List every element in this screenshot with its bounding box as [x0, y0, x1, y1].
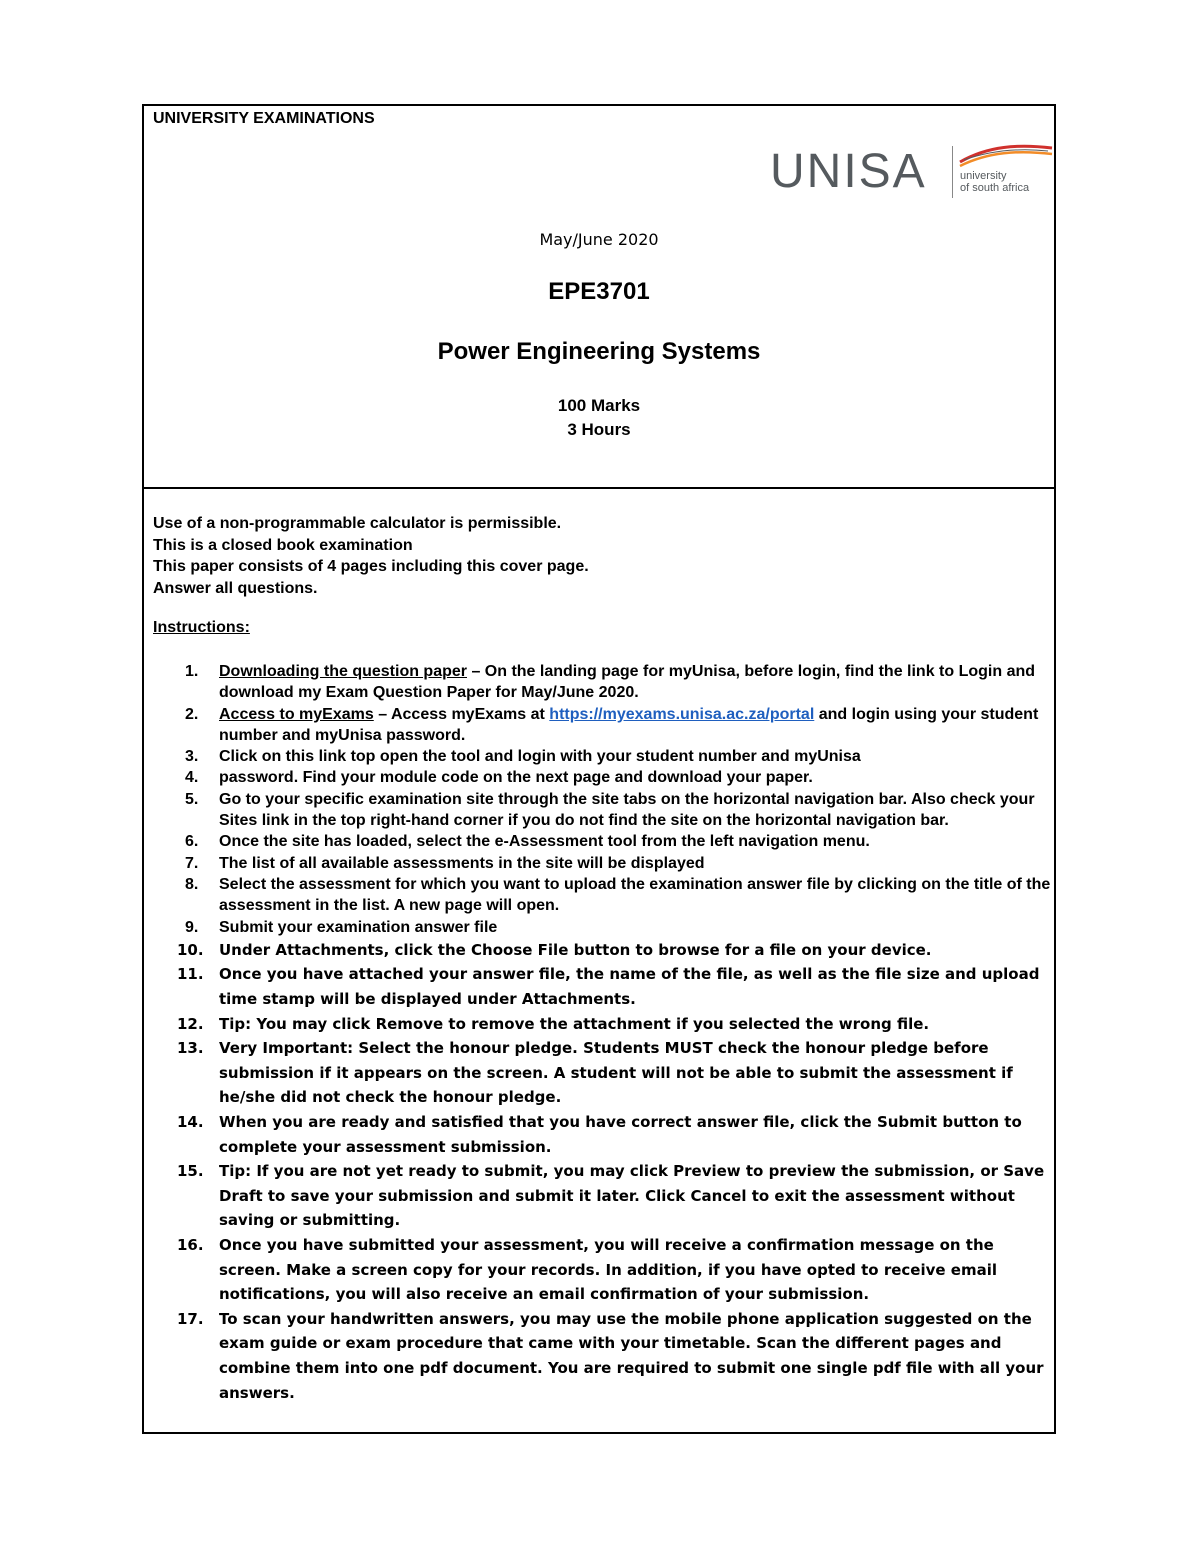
total-marks: 100 Marks	[557, 396, 641, 415]
item-text: Under Attachments, click the Choose File button to browse for a file on your device.	[219, 940, 932, 959]
item-number: 1.	[185, 663, 199, 680]
list-item	[153, 746, 1053, 767]
exam-rules	[153, 513, 589, 599]
item-number: 3.	[185, 748, 199, 766]
item-number: 15.	[177, 1162, 204, 1181]
item-text: Click on this link top open the tool and login with your student number and myUnisa	[219, 748, 861, 766]
list-item	[153, 1110, 1053, 1159]
swoosh-icon	[958, 142, 1054, 168]
duration: 3 Hours	[567, 420, 631, 439]
item-text: Once you have submitted your assessment, you will receive a confirmation message on the screen. Make a screen copy for your records. In addition, if you have opted to receive email notifications, you will also receive an email confirmation of your submission.	[219, 1235, 997, 1304]
list-item	[153, 767, 1053, 788]
item-text: – On the landing page for myUnisa, before login, find the link to Login and download my Exam Question Paper for May/June 2020.	[219, 663, 1036, 702]
list-item	[153, 789, 1053, 832]
exam-label: UNIVERSITY EXAMINATIONS	[153, 110, 375, 127]
list-item	[153, 874, 1053, 917]
list-item	[153, 661, 1053, 704]
item-number: 7.	[185, 854, 199, 872]
item-number: 6.	[185, 833, 199, 851]
item-text: Once you have attached your answer file, the name of the file, as well as the file size and upload time stamp will be displayed under Attachments.	[219, 965, 1040, 1009]
rule-line: Use of a non-programmable calculator is permissible.	[153, 515, 562, 532]
logo-subtitle	[960, 170, 1029, 194]
item-number: 11.	[177, 965, 204, 984]
list-item	[153, 1233, 1053, 1307]
item-text: Submit your examination answer file	[219, 918, 498, 936]
list-item	[153, 831, 1053, 852]
instruction-list	[153, 661, 1053, 1405]
rule-line: This paper consists of 4 pages including this cover page.	[153, 558, 589, 575]
list-item	[153, 962, 1053, 1011]
logo-word: UNISA	[770, 145, 927, 198]
list-item	[153, 853, 1053, 874]
item-text: To scan your handwritten answers, you may use the mobile phone application suggested on the exam guide or exam procedure that came with your timetable. Scan the different pages and combine them into one pdf document. You are required to submit one single pdf file with all your answers.	[219, 1309, 1044, 1402]
unisa-logo	[770, 142, 1050, 202]
item-number: 9.	[185, 918, 199, 936]
item-title: Downloading the question paper	[219, 663, 467, 680]
item-text: and login using your student number and myUnisa password.	[219, 705, 1039, 744]
item-number: 10.	[177, 940, 204, 959]
item-number: 12.	[177, 1014, 204, 1033]
myexams-link[interactable]: https://myexams.unisa.ac.za/portal	[549, 705, 815, 723]
item-number: 5.	[185, 790, 199, 808]
module-title: Power Engineering Systems	[437, 338, 761, 365]
item-text: When you are ready and satisfied that you have correct answer file, click the Submit button to complete your assessment submission.	[219, 1113, 1022, 1156]
item-text: Very Important: Select the honour pledge. Students MUST check the honour pledge before submission if it appears on the screen. A student will not be able to submit the assessment if he/she did not check the honour pledge.	[219, 1039, 1013, 1107]
item-text: Once the site has loaded, select the e-Assessment tool from the left navigation menu.	[219, 833, 870, 851]
item-number: 13.	[177, 1039, 204, 1058]
item-text: The list of all available assessments in the site will be displayed	[219, 854, 705, 872]
list-item	[153, 917, 1053, 938]
module-code: EPE3701	[548, 278, 650, 305]
item-text: – Access myExams at	[373, 705, 550, 723]
rule-line: Answer all questions.	[153, 579, 318, 597]
item-number: 4.	[185, 769, 199, 787]
list-item	[153, 938, 1053, 963]
item-number: 8.	[185, 875, 199, 893]
item-number: 14.	[177, 1113, 204, 1132]
list-item	[153, 1036, 1053, 1110]
list-item	[153, 704, 1053, 747]
list-item	[153, 1307, 1053, 1405]
header-box	[142, 104, 1056, 487]
item-number: 2.	[185, 705, 199, 723]
list-item	[153, 1012, 1053, 1037]
logo-sub-line-1: university	[960, 170, 1007, 182]
item-text: Tip: If you are not yet ready to submit, you may click Preview to preview the submission, or Save Draft to save your submission and submit it later. Click Cancel to exit the assessment without saving or submitting.	[219, 1162, 1045, 1230]
item-text: Tip: You may click Remove to remove the attachment if you selected the wrong file.	[219, 1014, 930, 1033]
list-item	[153, 1159, 1053, 1233]
instructions-box	[142, 487, 1056, 1434]
item-text: password. Find your module code on the next page and download your paper.	[219, 769, 813, 787]
logo-sub-line-2: of south africa	[960, 182, 1030, 194]
instructions-heading: Instructions:	[153, 619, 250, 636]
item-text: Go to your specific examination site through the site tabs on the horizontal navigation bar. Also check your Sites link in the top right-hand corner if you do not find the site on the horizontal navigation bar.	[219, 790, 1035, 830]
item-title: Access to myExams	[219, 705, 374, 723]
exam-session: May/June 2020	[539, 230, 659, 249]
rule-line: This is a closed book examination	[153, 536, 413, 554]
item-number: 16.	[177, 1235, 204, 1254]
logo-divider	[952, 146, 953, 198]
exam-cover-frame	[142, 104, 1056, 1434]
item-text: Select the assessment for which you want to upload the examination answer file by clicking on the title of the assessment in the list. A new page will open.	[219, 875, 1051, 915]
item-number: 17.	[177, 1309, 204, 1328]
